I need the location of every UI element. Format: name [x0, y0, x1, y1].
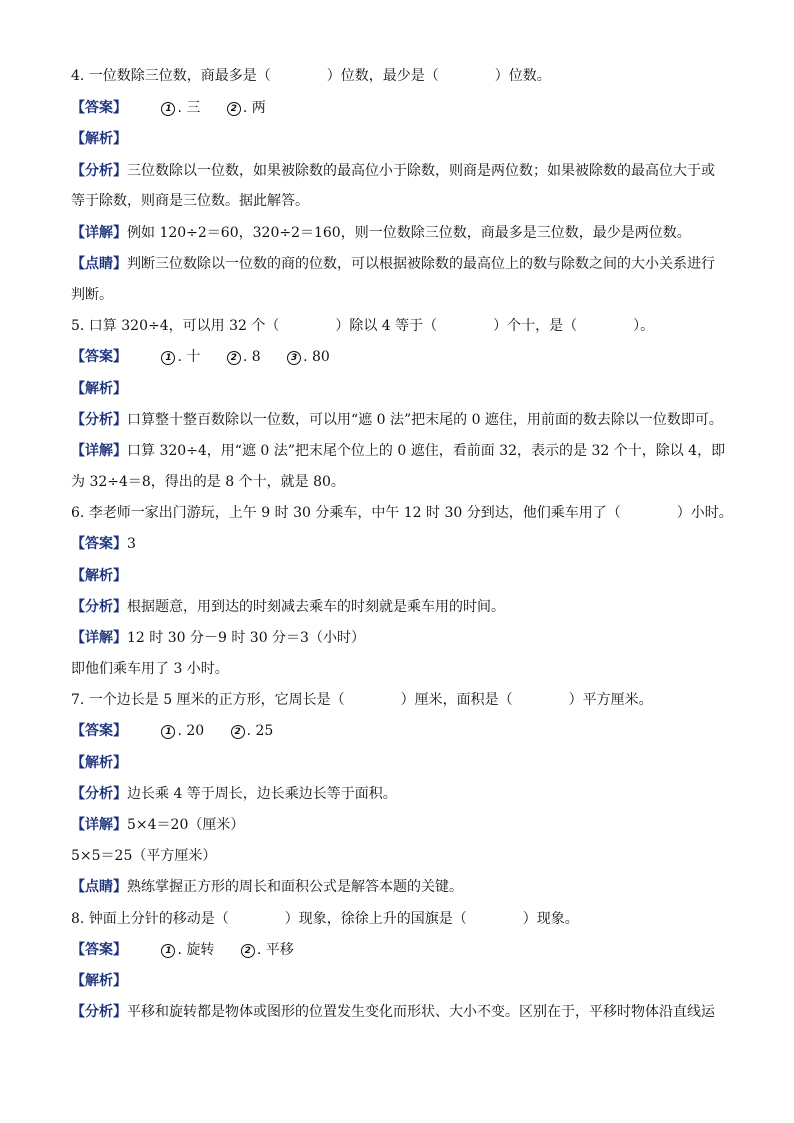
- jiexi-tag: 【解析】: [71, 568, 127, 584]
- detail-5-cont: 为 32÷4＝8，得出的是 8 个十，就是 80。: [71, 474, 345, 490]
- answer-item: 2 . 两: [227, 98, 266, 118]
- answer-item: 2 . 平移: [241, 940, 294, 960]
- answer-item: 1 . 十: [161, 347, 200, 367]
- detail-6-cont: 即他们乘车用了 3 小时。: [71, 661, 229, 677]
- detail-5: 【详解】口算 320÷4，用“遮 0 法”把末尾个位上的 0 遮住，看前面 32，表示的是 32 个十，除以 4，即: [71, 443, 726, 459]
- answer-4: [71, 98, 754, 118]
- analysis-8: 【分析】平移和旋转都是物体或图形的位置发生变化而形状、大小不变。区别在于，平移时物体沿直线运: [71, 1004, 715, 1020]
- analysis-5: 【分析】口算整十整百数除以一位数，可以用“遮 0 法”把末尾的 0 遮住，用前面的数去除以一位数即可。: [71, 412, 723, 428]
- answer-item: 1 . 三: [161, 98, 200, 118]
- jiexi-tag: 【解析】: [71, 381, 127, 397]
- detail-4: 【详解】例如 120÷2＝60，320÷2＝160，则一位数除三位数，商最多是三位数，最少是两位数。: [71, 225, 691, 241]
- jiexi-tag: 【解析】: [71, 973, 127, 989]
- remark-4-cont: 判断。: [71, 287, 113, 303]
- answer-item: 1 . 旋转: [161, 940, 214, 960]
- answer-item: 2 . 25: [231, 721, 274, 741]
- detail-6: 【详解】12 时 30 分－9 时 30 分＝3（小时）: [71, 630, 365, 646]
- remark-4: 【点睛】判断三位数除以一位数的商的位数，可以根据被除数的最高位上的数与除数之间的大小关系进行: [71, 256, 715, 272]
- question-5: 5. 口算 320÷4，可以用 32 个（ ）除以 4 等于（ ）个十，是（ ）。: [71, 318, 655, 334]
- answer-5: 【答案】 1 . 十 2 . 8 3 . 80: [71, 349, 330, 365]
- analysis-6: 【分析】根据题意，用到达的时刻减去乘车的时刻就是乘车用的时间。: [71, 599, 505, 615]
- answer-7: 【答案】 1 . 20 2 . 25: [71, 723, 274, 739]
- jiexi-tag: 【解析】: [71, 131, 127, 147]
- analysis-7: 【分析】边长乘 4 等于周长，边长乘边长等于面积。: [71, 786, 397, 802]
- analysis-4: 【分析】三位数除以一位数，如果被除数的最高位小于除数，则商是两位数；如果被除数的最高位大于或: [71, 163, 715, 179]
- jiexi-tag: 【解析】: [71, 755, 127, 771]
- question-7: 7. 一个边长是 5 厘米的正方形，它周长是（ ）厘米，面积是（ ）平方厘米。: [71, 692, 653, 708]
- detail-7: 【详解】5×4＝20（厘米）: [71, 817, 245, 833]
- question-6: 6. 李老师一家出门游玩，上午 9 时 30 分乘车，中午 12 时 30 分到达，他们乘车用了（ ）小时。: [71, 505, 733, 521]
- answer-item: 1 . 20: [161, 721, 204, 741]
- question-8: 8. 钟面上分针的移动是（ ）现象，徐徐上升的国旗是（ ）现象。: [71, 911, 579, 927]
- answer-tag: 【答案】: [71, 100, 127, 116]
- answer-8: 【答案】 1 . 旋转 2 . 平移: [71, 942, 294, 958]
- answer-item: 2 . 8: [227, 347, 261, 367]
- detail-7-cont: 5×5＝25（平方厘米）: [71, 848, 217, 864]
- question-4: 4. 一位数除三位数，商最多是（ ）位数，最少是（ ）位数。: [71, 68, 551, 84]
- answer-item: 3 . 80: [287, 347, 330, 367]
- remark-7: 【点睛】熟练掌握正方形的周长和面积公式是解答本题的关键。: [71, 879, 463, 895]
- analysis-4-cont: 等于除数，则商是三位数。据此解答。: [71, 193, 309, 209]
- answer-6: 【答案】3: [71, 536, 136, 552]
